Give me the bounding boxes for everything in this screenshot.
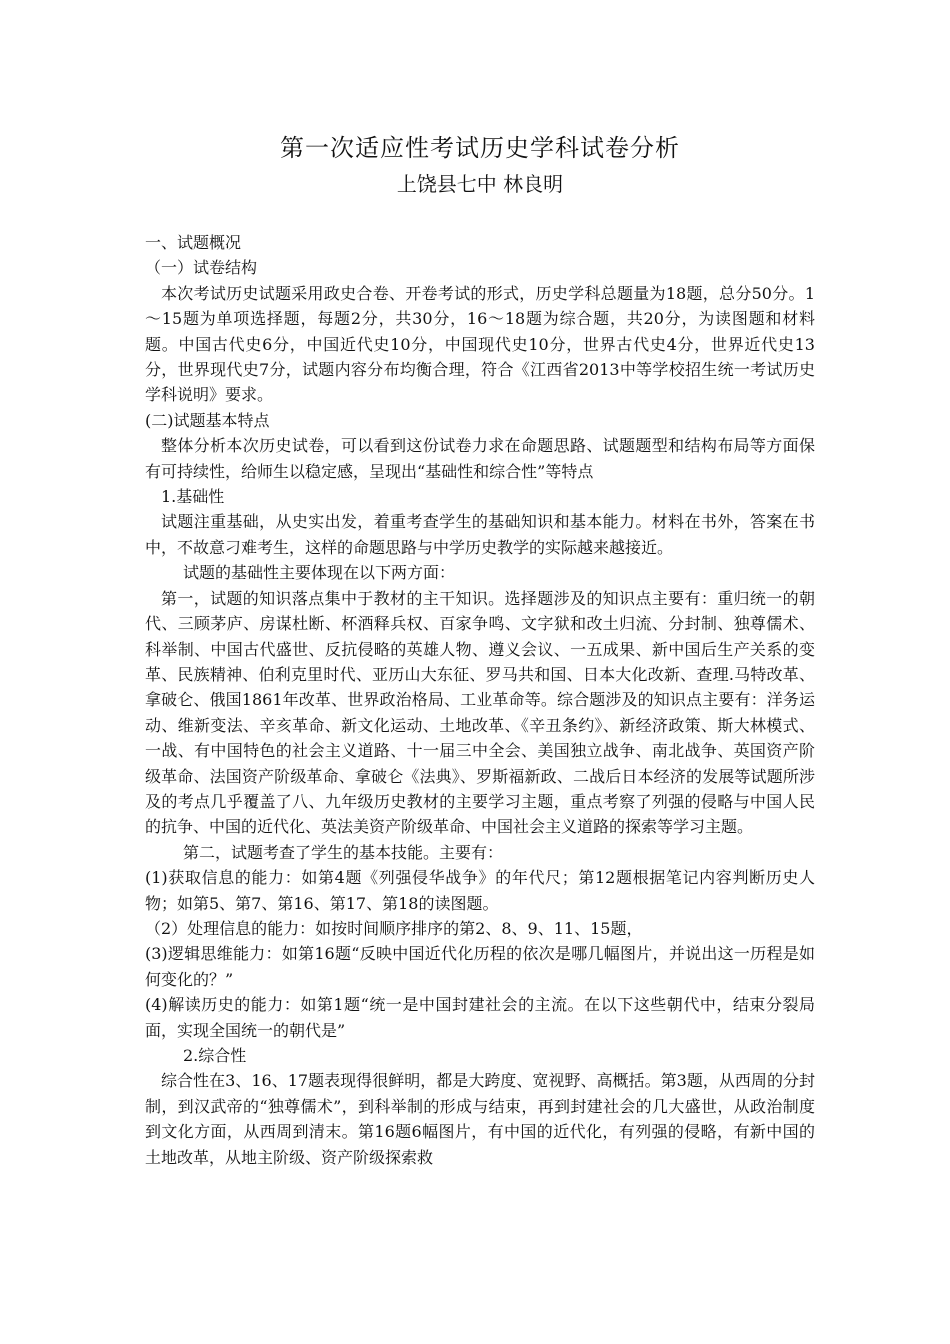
paragraph: 第二，试题考查了学生的基本技能。主要有： bbox=[183, 842, 504, 862]
subsection-heading: (二)试题基本特点 bbox=[145, 410, 270, 430]
list-item: (3)逻辑思维能力：如第16题“反映中国近代化历程的依次是哪几幅图片，并说出这一历程是如何变化的？” bbox=[145, 944, 815, 989]
point-heading: 2.综合性 bbox=[183, 1046, 247, 1065]
paragraph: 整体分析本次历史试卷，可以看到这份试卷力求在命题思路、试题题型和结构布局等方面保有可持续性，给师生以稳定感，呈现出“基础性和综合性”等特点 bbox=[145, 436, 815, 481]
paragraph: 综合性在3、16、17题表现得很鲜明，都是大跨度、宽视野、高概括。第3题，从西周的分封制，到汉武帝的“独尊儒术”，到科举制的形成与结束，再到封建社会的几大盛世，从政治制度到文化方面，从西周到清末。第16题6幅图片，有中国的近代化，有列强的侵略，有新中国的土地改革，从地主阶级、资产阶级探索救 bbox=[145, 1071, 815, 1167]
list-item: (4)解读历史的能力：如第1题“统一是中国封建社会的主流。在以下这些朝代中，结束分裂局面，实现全国统一的朝代是” bbox=[145, 995, 815, 1040]
paragraph: 试题注重基础，从史实出发，着重考查学生的基础知识和基本能力。材料在书外，答案在书中，不故意刁难考生，这样的命题思路与中学历史教学的实际越来越接近。 bbox=[145, 512, 815, 557]
paragraph: 本次考试历史试题采用政史合卷、开卷考试的形式，历史学科总题量为18题，总分50分。1～15题为单项选择题，每题2分，共30分，16～18题为综合题，共20分，为读图题和材料题。中国古代史6分，中国近代史10分，中国现代史10分，世界古代史4分，世界近代史13分，世界现代史7分，试题内容分布均衡合理，符合《江西省2013中等学校招生统一考试历史学科说明》要求。 bbox=[145, 283, 815, 405]
document-page bbox=[145, 128, 815, 1170]
paragraph: 第一，试题的知识落点集中于教材的主干知识。选择题涉及的知识点主要有：重归统一的朝代、三顾茅庐、房谋杜断、杯酒释兵权、百家争鸣、文字狱和改土归流、分封制、独尊儒术、科举制、中国古代盛世、反抗侵略的英雄人物、遵义会议、一五成果、新中国后生产关系的变革、民族精神、伯利克里时代、亚历山大东征、罗马共和国、日本大化改新、查理.马特改革、拿破仑、俄国1861年改革、世界政治格局、工业革命等。综合题涉及的知识点主要有：洋务运动、维新变法、辛亥革命、新文化运动、土地改革、《辛丑条约》、新经济政策、斯大林模式、一战、有中国特色的社会主义道路、十一届三中全会、美国独立战争、南北战争、英国资产阶级革命、法国资产阶级革命、拿破仑《法典》、罗斯福新政、二战后日本经济的发展等试题所涉及的考点几乎覆盖了八、九年级历史教材的主要学习主题，重点考察了列强的侵略与中国人民的抗争、中国的近代化、英法美资产阶级革命、中国社会主义道路的探索等学习主题。 bbox=[145, 588, 815, 837]
paragraph: 试题的基础性主要体现在以下两方面： bbox=[183, 563, 456, 583]
point-heading: 1.基础性 bbox=[161, 487, 225, 507]
section-heading: 一、试题概况 bbox=[145, 233, 242, 252]
document-author: 上饶县七中 林良明 bbox=[396, 172, 564, 196]
list-item: （2）处理信息的能力：如按时间顺序排序的第2、8、9、11、15题， bbox=[145, 918, 643, 938]
document-title: 第一次适应性考试历史学科试卷分析 bbox=[280, 134, 680, 162]
list-item: (1)获取信息的能力：如第4题《列强侵华战争》的年代尺；第12题根据笔记内容判断历史人物；如第5、第7、第16、第17、第18的读图题。 bbox=[145, 868, 815, 913]
subsection-heading: （一）试卷结构 bbox=[145, 258, 258, 278]
